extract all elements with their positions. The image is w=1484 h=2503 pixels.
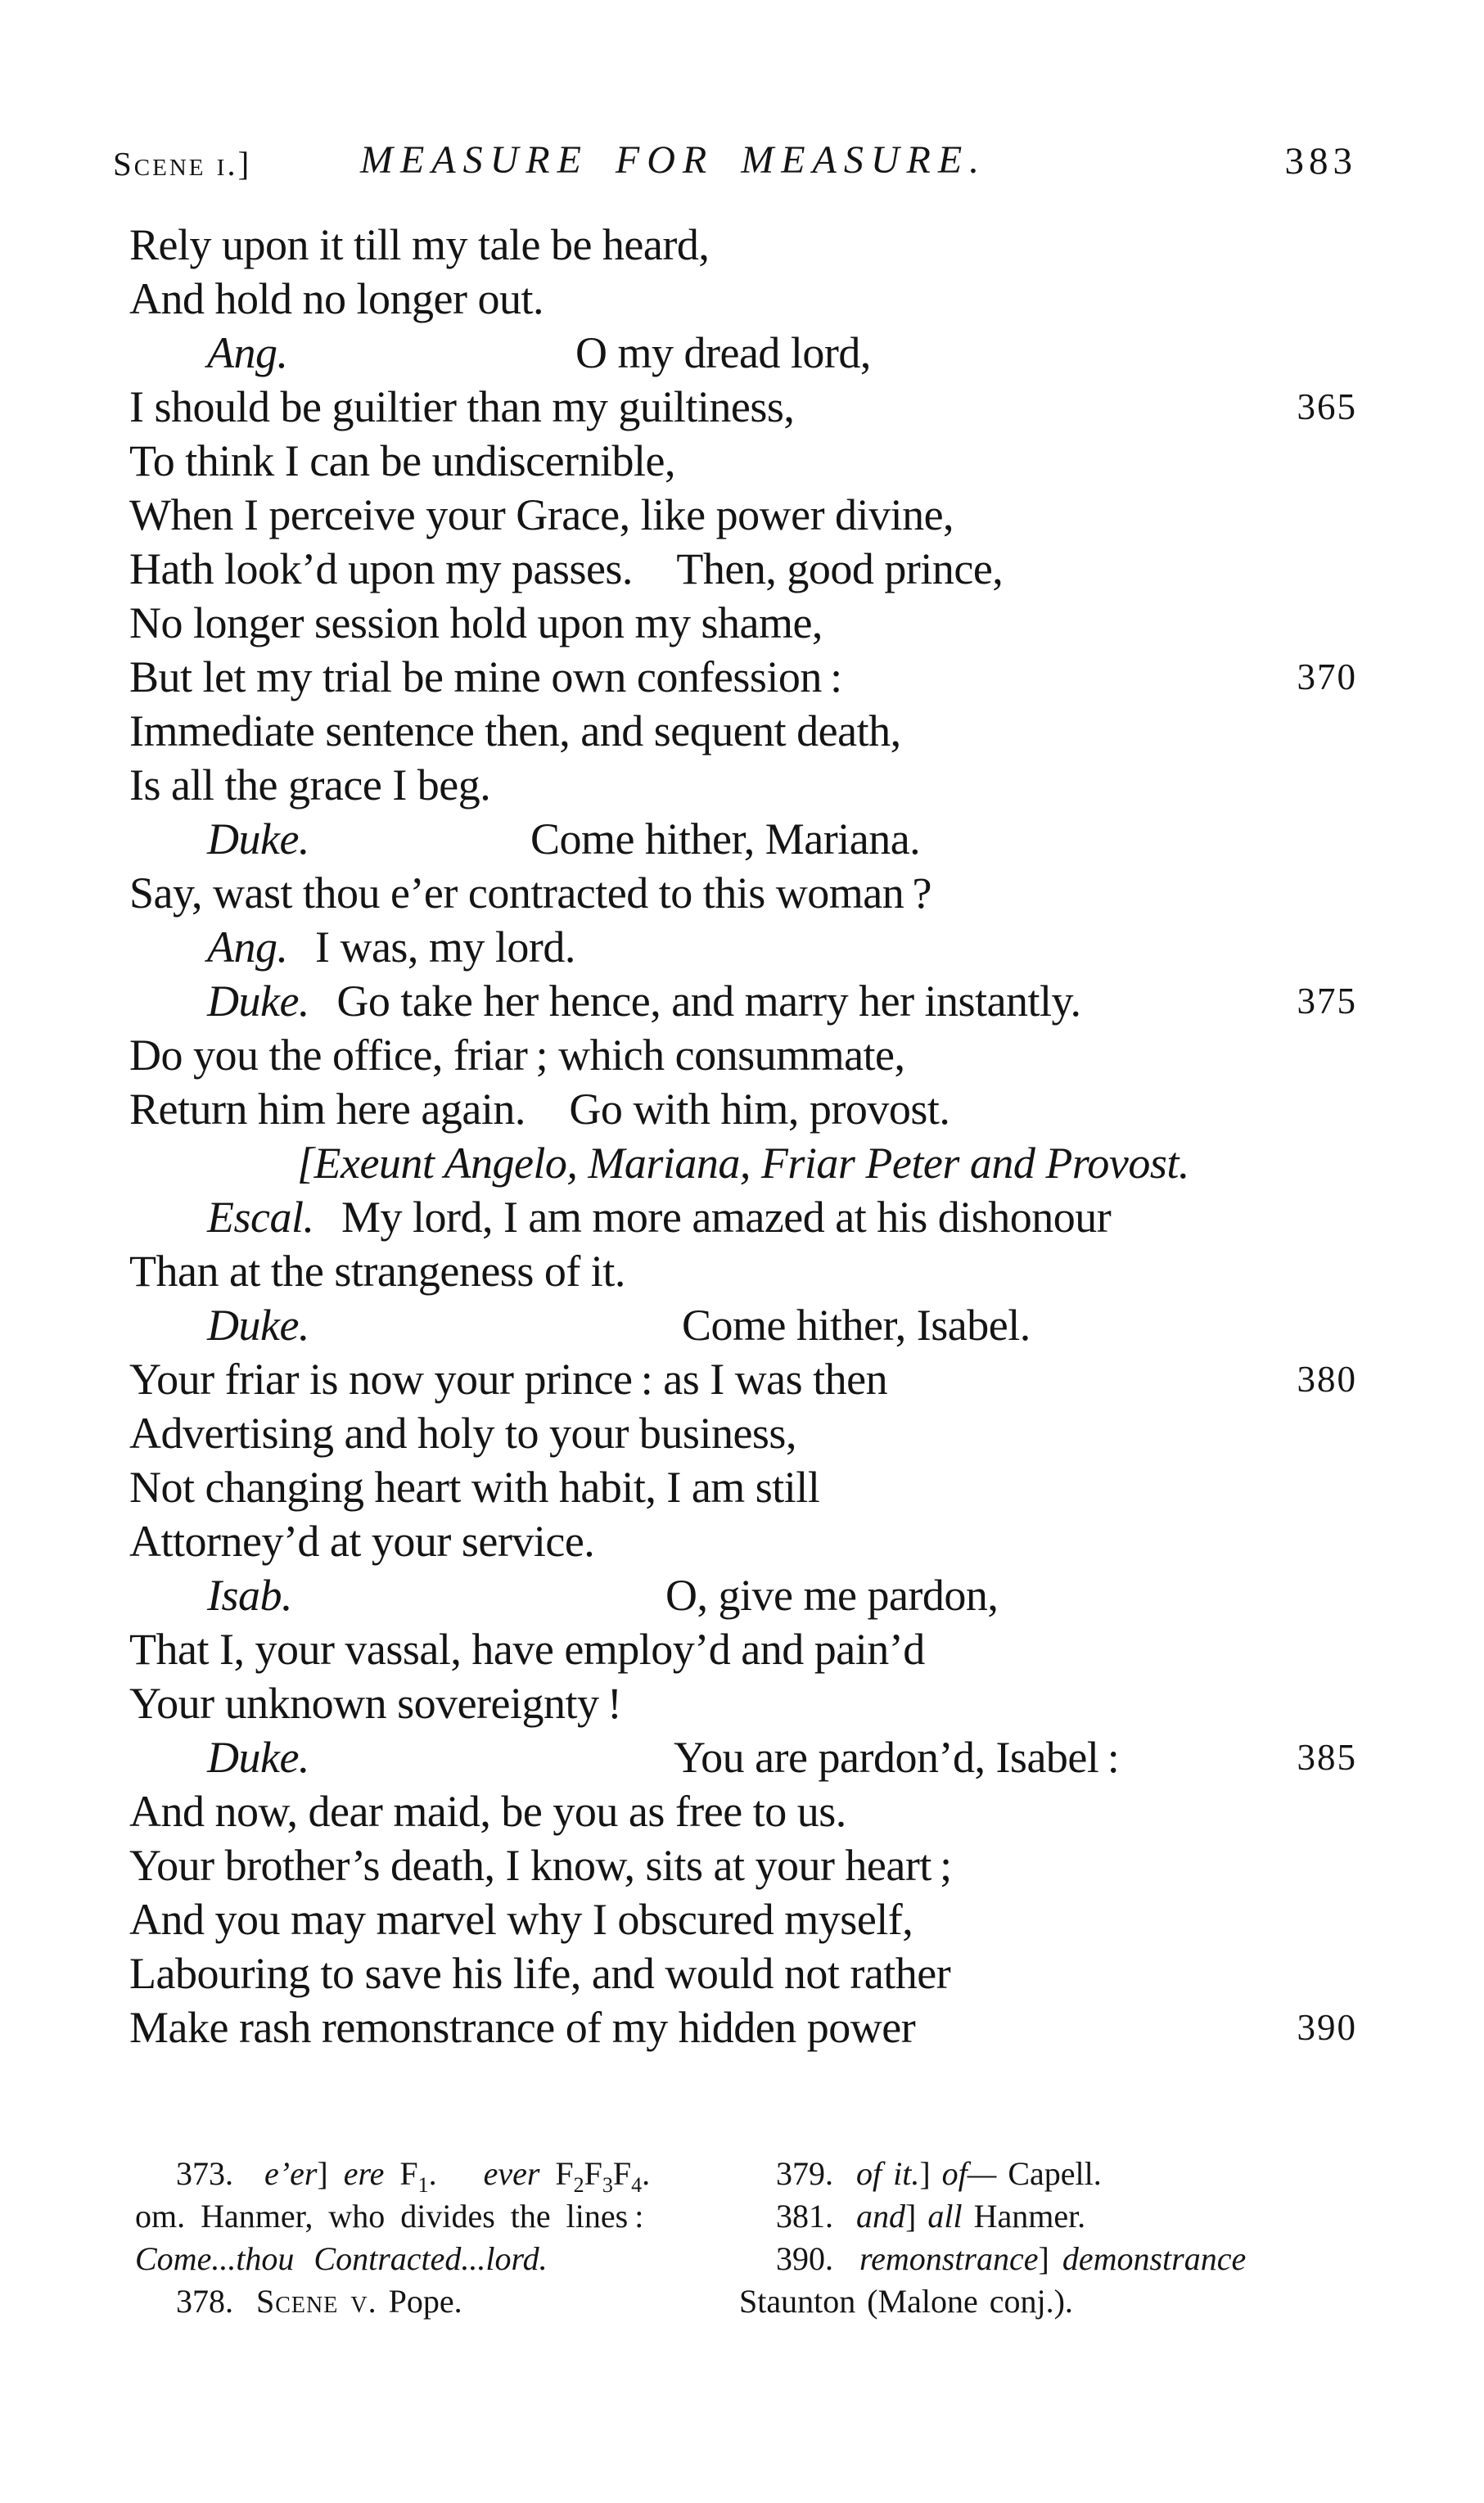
footnote-text-segment: all	[927, 2198, 963, 2235]
verse-line	[129, 542, 1357, 596]
verse-line	[129, 488, 1357, 542]
footnote-line	[135, 2153, 700, 2195]
verse-text: Not changing heart with habit, I am still	[129, 1463, 820, 1512]
verse-line	[129, 1406, 1357, 1460]
footnote-column-left	[135, 2153, 700, 2323]
footnote-text-segment: .	[642, 2155, 651, 2192]
verse-text: O, give me pardon,	[665, 1571, 999, 1620]
verse-text: You are pardon’d, Isabel :	[674, 1733, 1120, 1782]
verse-text: Say, wast thou e’er contracted to this woman ?	[129, 868, 932, 918]
verse-line	[129, 1082, 1357, 1136]
running-title: MEASURE FOR MEASURE.	[360, 138, 987, 182]
line-number: 390	[1297, 2007, 1357, 2048]
footnote-text-segment: demonstrance	[1062, 2240, 1247, 2277]
footnote-text-segment: Pope.	[377, 2283, 462, 2320]
verse-text: Your brother’s death, I know, sits at your heart ;	[129, 1841, 952, 1890]
footnote-text-segment: F	[384, 2155, 418, 2192]
footnote-text-segment: om. Hanmer, who divides the lines :	[135, 2198, 644, 2235]
verse-text: Is all the grace I beg.	[129, 760, 491, 810]
footnote-text-segment: 1	[417, 2173, 429, 2197]
verse-text: But let my trial be mine own confession :	[129, 652, 842, 701]
verse-text: Attorney’d at your service.	[129, 1517, 595, 1566]
verse-text: Your unknown sovereignty !	[129, 1679, 622, 1728]
line-number: 380	[1297, 1359, 1357, 1400]
verse-text: Come hither, Isabel.	[682, 1301, 1031, 1350]
verse-line	[129, 650, 1357, 704]
verse-line	[129, 1946, 1357, 2000]
line-number: 365	[1297, 386, 1357, 427]
line-number: 370	[1297, 656, 1357, 697]
footnote-line	[135, 2238, 700, 2280]
verse-line	[129, 380, 1357, 434]
verse-line	[129, 1514, 1357, 1568]
verse-line	[129, 326, 1357, 380]
verse-line	[129, 1028, 1357, 1082]
verse-text: O my dread lord,	[575, 328, 871, 377]
speech-prefix: Escal.	[207, 1193, 314, 1242]
verse-text: I was, my lord.	[314, 922, 575, 972]
footnote-line	[739, 2153, 1312, 2195]
footnote-text-segment: Staunton (Malone conj.).	[739, 2283, 1073, 2320]
verse-line	[129, 1568, 1357, 1622]
footnote-line	[739, 2238, 1312, 2280]
line-number: 375	[1297, 981, 1357, 1021]
verse-line	[129, 434, 1357, 488]
verse-line	[129, 218, 1357, 272]
speech-prefix: Duke.	[207, 1301, 309, 1350]
footnote-text-segment: ]	[905, 2198, 928, 2235]
verse-line	[129, 974, 1357, 1028]
verse-line	[129, 1676, 1357, 1730]
verse-line	[129, 866, 1357, 920]
verse-text: Make rash remonstrance of my hidden power	[129, 2003, 916, 2052]
footnote-text-segment: F	[612, 2155, 632, 2192]
footnote-text-segment: 2	[573, 2173, 584, 2197]
verse-text: My lord, I am more amazed at his dishonour	[341, 1193, 1112, 1242]
footnote-text-segment: ]	[317, 2155, 344, 2192]
verse-line	[129, 1784, 1357, 1838]
footnote-column-right	[739, 2153, 1312, 2323]
verse-line	[129, 1190, 1357, 1244]
stage-direction-line	[129, 1136, 1357, 1190]
footnote-text-segment: F	[539, 2155, 574, 2192]
footnote-line	[739, 2280, 1312, 2323]
speech-prefix: Ang.	[207, 922, 288, 972]
verse-line	[129, 1622, 1357, 1676]
footnote-text-segment: 390.	[776, 2240, 859, 2277]
verse-line	[129, 596, 1357, 650]
verse-text: To think I can be undiscernible,	[129, 436, 676, 485]
verse-text: I should be guiltier than my guiltiness,	[129, 382, 795, 431]
footnote-text-segment: .	[428, 2155, 484, 2192]
footnote-text-segment: remonstrance	[859, 2240, 1039, 2277]
footnote-text-segment: ]	[919, 2155, 942, 2192]
verse-text: Rely upon it till my tale be heard,	[129, 220, 710, 269]
verse-text: Labouring to save his life, and would not rather	[129, 1949, 951, 1998]
verse-line	[129, 1892, 1357, 1946]
footnote-text-segment: 379.	[776, 2155, 856, 2192]
footnote-text-segment: of—	[941, 2155, 997, 2192]
footnote-text-segment: ever	[483, 2155, 540, 2192]
verse-text: Come hither, Mariana.	[530, 814, 921, 864]
footnote-text-segment: 373.	[176, 2155, 264, 2192]
speech-prefix: Isab.	[207, 1571, 292, 1620]
verse-line	[129, 1730, 1357, 1784]
verse-line	[129, 2000, 1357, 2054]
verse-line	[129, 812, 1357, 866]
verse-text: Do you the office, friar ; which consummate,	[129, 1031, 905, 1080]
footnote-text-segment: 4	[631, 2173, 643, 2197]
footnote-text-segment: Come...thou Contracted...lord.	[135, 2240, 548, 2277]
verse-text: That I, your vassal, have employ’d and pain’d	[129, 1625, 925, 1674]
footnote-text-segment: ere	[343, 2155, 385, 2192]
footnote-text-segment: of it.	[856, 2155, 920, 2192]
footnote-text-segment: Scene v.	[256, 2283, 377, 2320]
verse-text: Return him here again. Go with him, provost.	[129, 1085, 950, 1134]
verse-line	[129, 1352, 1357, 1406]
verse-line	[129, 272, 1357, 326]
footnote-text-segment: 381.	[776, 2198, 856, 2235]
footnote-text-segment: 378.	[176, 2283, 256, 2320]
speech-prefix: Duke.	[207, 814, 309, 864]
verse-line	[129, 920, 1357, 974]
verse-text: Go take her hence, and marry her instantly.	[336, 976, 1081, 1026]
verse-text: When I perceive your Grace, like power divine,	[129, 490, 954, 539]
verse-text: And you may marvel why I obscured myself,	[129, 1895, 913, 1944]
footnote-line	[739, 2195, 1312, 2238]
verse-text: No longer session hold upon my shame,	[129, 598, 823, 647]
footnote-text-segment: and	[856, 2198, 905, 2235]
speech-prefix: Duke.	[207, 976, 309, 1026]
verse-text: And hold no longer out.	[129, 274, 544, 323]
footnote-text-segment: 3	[602, 2173, 613, 2197]
verse-line	[129, 758, 1357, 812]
line-number: 385	[1297, 1737, 1357, 1778]
verse-text: Your friar is now your prince : as I was then	[129, 1355, 888, 1404]
verse-block	[129, 218, 1357, 2054]
footnote-text-segment: e’er	[264, 2155, 318, 2192]
verse-text: Advertising and holy to your business,	[129, 1409, 796, 1458]
verse-line	[129, 1838, 1357, 1892]
page-number: 383	[1284, 140, 1357, 183]
footnote-text-segment: ]	[1038, 2240, 1062, 2277]
scene-label: Scene i.]	[113, 145, 252, 183]
verse-text: Hath look’d upon my passes. Then, good prince,	[129, 544, 1004, 593]
speech-prefix: Duke.	[207, 1733, 309, 1782]
footnote-line	[135, 2195, 700, 2238]
footnote-text-segment: F	[584, 2155, 602, 2192]
verse-line	[129, 704, 1357, 758]
footnote-text-segment: Capell.	[996, 2155, 1102, 2192]
verse-text: [Exeunt Angelo, Mariana, Friar Peter and Provost.	[297, 1139, 1189, 1188]
verse-line	[129, 1244, 1357, 1298]
footnote-text-segment: Hanmer.	[962, 2198, 1086, 2235]
verse-line	[129, 1460, 1357, 1514]
page-header	[0, 138, 1484, 195]
footnote-line	[135, 2280, 700, 2323]
verse-text: Immediate sentence then, and sequent death,	[129, 706, 901, 755]
verse-text: Than at the strangeness of it.	[129, 1247, 625, 1296]
speech-prefix: Ang.	[207, 328, 288, 377]
verse-text: And now, dear maid, be you as free to us.	[129, 1787, 846, 1836]
verse-line	[129, 1298, 1357, 1352]
